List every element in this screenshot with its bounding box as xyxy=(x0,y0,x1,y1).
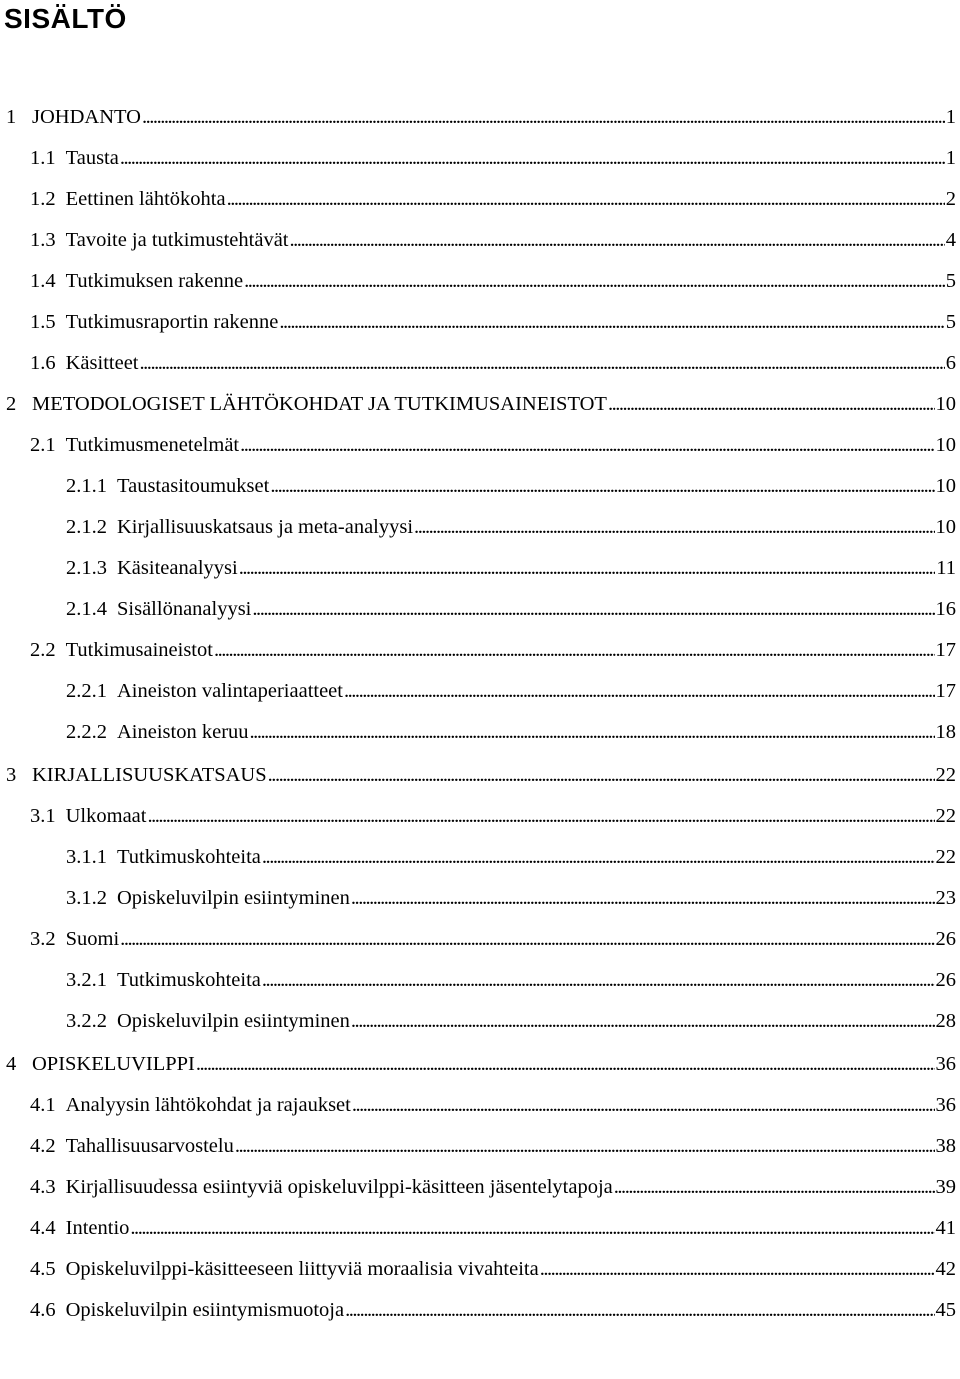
toc-entry[interactable] xyxy=(66,843,956,871)
toc-entry-page-number: 22 xyxy=(935,764,956,786)
toc-entry-page-number: 18 xyxy=(935,721,956,743)
dot-leader xyxy=(240,431,934,459)
toc-entry-title: Kirjallisuuskatsaus ja meta-analyysi xyxy=(117,516,414,538)
toc-entry-title: Aineiston valintaperiaatteet xyxy=(117,680,343,702)
toc-entry-title: JOHDANTO xyxy=(32,106,141,128)
toc-entry-number: 2.2.1 xyxy=(66,680,107,702)
toc-entry[interactable] xyxy=(30,431,956,459)
toc-entry-page-number: 4 xyxy=(945,229,956,251)
toc-entry-title: Tutkimuksen rakenne xyxy=(65,270,244,292)
toc-entry-number: 1 xyxy=(6,106,17,128)
dot-leader xyxy=(196,1050,935,1078)
toc-entry-title: Opiskeluvilpin esiintyminen xyxy=(117,887,350,909)
dot-leader xyxy=(352,1091,935,1119)
toc-entry-title: Analyysin lähtökohdat ja rajaukset xyxy=(65,1094,351,1116)
toc-entry-title: METODOLOGISET LÄHTÖKOHDAT JA TUTKIMUSAINEISTOT xyxy=(32,393,607,415)
toc-entry-page-number: 45 xyxy=(935,1299,956,1321)
dot-leader xyxy=(344,677,935,705)
dot-leader xyxy=(614,1173,935,1201)
toc-entry[interactable] xyxy=(30,349,956,377)
dot-leader xyxy=(120,925,934,953)
toc-entry[interactable] xyxy=(6,761,956,789)
toc-entry[interactable] xyxy=(66,884,956,912)
toc-entry-page-number: 1 xyxy=(945,147,956,169)
toc-entry-number: 2 xyxy=(6,393,17,415)
toc-entry-number: 2.2.2 xyxy=(66,721,107,743)
toc-entry-number: 4.6 xyxy=(30,1299,56,1321)
toc-entry-title: Aineiston keruu xyxy=(117,721,249,743)
toc-entry-number: 2.2 xyxy=(30,639,56,661)
dot-leader xyxy=(414,513,934,541)
dot-leader xyxy=(351,884,935,912)
toc-entry-page-number: 22 xyxy=(935,805,956,827)
toc-entry-number: 4.4 xyxy=(30,1217,56,1239)
dot-leader xyxy=(279,308,944,336)
dot-leader xyxy=(290,226,945,254)
toc-entry-number: 4.5 xyxy=(30,1258,56,1280)
toc-entry[interactable] xyxy=(30,308,956,336)
toc-entry-page-number: 39 xyxy=(935,1176,956,1198)
toc-entry-page-number: 5 xyxy=(945,270,956,292)
toc-entry-page-number: 17 xyxy=(935,639,956,661)
toc-entry-number: 1.6 xyxy=(30,352,56,374)
toc-entry-title: Tutkimusaineistot xyxy=(65,639,213,661)
toc-entry-number: 4.2 xyxy=(30,1135,56,1157)
dot-leader xyxy=(244,267,945,295)
toc-entry-page-number: 10 xyxy=(935,393,956,415)
toc-entry-number: 2.1 xyxy=(30,434,56,456)
toc-entry[interactable] xyxy=(66,472,956,500)
toc-entry-page-number: 1 xyxy=(945,106,956,128)
dot-leader xyxy=(214,636,935,664)
toc-entry[interactable] xyxy=(66,966,956,994)
toc-entry-number: 2.1.3 xyxy=(66,557,107,579)
toc-entry-title: Tutkimuskohteita xyxy=(117,846,261,868)
toc-entry-title: OPISKELUVILPPI xyxy=(32,1053,195,1075)
toc-entry-title: Opiskeluvilpin esiintyminen xyxy=(117,1010,350,1032)
toc-entry[interactable] xyxy=(30,802,956,830)
toc-entry-page-number: 36 xyxy=(935,1094,956,1116)
toc-entry-number: 1.2 xyxy=(30,188,56,210)
toc-entry-title: Tutkimusraportin rakenne xyxy=(65,311,279,333)
toc-entry-number: 3.2 xyxy=(30,928,56,950)
toc-entry[interactable] xyxy=(66,554,956,582)
toc-entry-page-number: 17 xyxy=(935,680,956,702)
toc-entry[interactable] xyxy=(66,595,956,623)
dot-leader xyxy=(345,1296,934,1324)
toc-entry-title: Opiskeluvilppi-käsitteeseen liittyviä moraalisia vivahteita xyxy=(65,1258,539,1280)
toc-entry-number: 3 xyxy=(6,764,17,786)
dot-leader xyxy=(262,843,935,871)
toc-entry-title: Taustasitoumukset xyxy=(117,475,270,497)
toc-entry[interactable] xyxy=(30,144,956,172)
toc-entry-page-number: 38 xyxy=(935,1135,956,1157)
toc-entry[interactable] xyxy=(6,1050,956,1078)
dot-leader xyxy=(239,554,936,582)
toc-entry-title: Suomi xyxy=(65,928,120,950)
toc-entry-title: Tahallisuusarvostelu xyxy=(65,1135,234,1157)
toc-entry-number: 3.2.1 xyxy=(66,969,107,991)
dot-leader xyxy=(252,595,934,623)
dot-leader xyxy=(140,349,945,377)
toc-entry-title: Sisällönanalyysi xyxy=(117,598,252,620)
toc-entry-title: Kirjallisuudessa esiintyviä opiskeluvilppi-käsitteen jäsentelytapoja xyxy=(65,1176,613,1198)
page-title: SISÄLTÖ xyxy=(4,3,127,34)
toc-entry-page-number: 28 xyxy=(935,1010,956,1032)
dot-leader xyxy=(268,761,935,789)
toc-entry-number: 4 xyxy=(6,1053,17,1075)
toc-entry[interactable] xyxy=(30,1296,956,1324)
dot-leader xyxy=(351,1007,935,1035)
dot-leader xyxy=(130,1214,934,1242)
toc-entry[interactable] xyxy=(30,1255,956,1283)
toc-entry-number: 2.1.1 xyxy=(66,475,107,497)
dot-leader xyxy=(142,103,945,131)
toc-entry-title: Opiskeluvilpin esiintymismuotoja xyxy=(65,1299,345,1321)
toc-entry-title: Käsiteanalyysi xyxy=(117,557,238,579)
toc-entry-number: 4.1 xyxy=(30,1094,56,1116)
toc-entry-page-number: 22 xyxy=(935,846,956,868)
toc-entry[interactable] xyxy=(66,677,956,705)
toc-entry-number: 3.1 xyxy=(30,805,56,827)
dot-leader xyxy=(250,718,935,746)
toc-entry[interactable] xyxy=(30,226,956,254)
dot-leader xyxy=(608,390,935,418)
toc-entry-number: 2.1.4 xyxy=(66,598,107,620)
toc-entry-page-number: 16 xyxy=(935,598,956,620)
toc-entry[interactable] xyxy=(30,1091,956,1119)
dot-leader xyxy=(147,802,934,830)
toc-entry-page-number: 23 xyxy=(935,887,956,909)
toc-entry-number: 2.1.2 xyxy=(66,516,107,538)
toc-entry-number: 1.3 xyxy=(30,229,56,251)
toc-entry[interactable] xyxy=(66,513,956,541)
toc-entry-title: Tavoite ja tutkimustehtävät xyxy=(65,229,289,251)
toc-entry-page-number: 6 xyxy=(945,352,956,374)
toc-entry[interactable] xyxy=(30,636,956,664)
toc-entry-page-number: 5 xyxy=(945,311,956,333)
toc-entry-number: 1.1 xyxy=(30,147,56,169)
toc-entry-page-number: 26 xyxy=(935,928,956,950)
toc-entry[interactable] xyxy=(30,925,956,953)
toc-entry-title: Intentio xyxy=(65,1217,130,1239)
toc-entry-page-number: 10 xyxy=(935,516,956,538)
dot-leader xyxy=(540,1255,935,1283)
toc-entry-page-number: 10 xyxy=(935,434,956,456)
toc-entry-title: Tutkimusmenetelmät xyxy=(65,434,240,456)
toc-entry[interactable] xyxy=(30,1173,956,1201)
toc-entry-number: 1.4 xyxy=(30,270,56,292)
toc-entry[interactable] xyxy=(66,1007,956,1035)
toc-entry-title: Käsitteet xyxy=(65,352,139,374)
toc-entry-page-number: 36 xyxy=(935,1053,956,1075)
dot-leader xyxy=(262,966,935,994)
dot-leader xyxy=(120,144,945,172)
toc-entry-page-number: 26 xyxy=(935,969,956,991)
toc-entry[interactable] xyxy=(30,267,956,295)
toc-entry-page-number: 42 xyxy=(935,1258,956,1280)
dot-leader xyxy=(227,185,945,213)
toc-entry[interactable] xyxy=(30,1132,956,1160)
dot-leader xyxy=(235,1132,935,1160)
toc-entry-page-number: 10 xyxy=(935,475,956,497)
toc-entry[interactable] xyxy=(66,718,956,746)
toc-entry-title: Eettinen lähtökohta xyxy=(65,188,226,210)
toc-entry-title: Tutkimuskohteita xyxy=(117,969,261,991)
toc-entry[interactable] xyxy=(30,185,956,213)
toc-entry[interactable] xyxy=(30,1214,956,1242)
toc-entry-page-number: 11 xyxy=(936,557,956,579)
toc-entry-number: 4.3 xyxy=(30,1176,56,1198)
toc-entry-number: 1.5 xyxy=(30,311,56,333)
toc-entry-title: KIRJALLISUUSKATSAUS xyxy=(32,764,267,786)
toc-entry[interactable] xyxy=(6,390,956,418)
toc-entry-page-number: 2 xyxy=(945,188,956,210)
toc-entry[interactable] xyxy=(6,103,956,131)
toc-entry-number: 3.2.2 xyxy=(66,1010,107,1032)
toc-entry-page-number: 41 xyxy=(935,1217,956,1239)
toc-entry-title: Ulkomaat xyxy=(65,805,147,827)
toc-entry-number: 3.1.2 xyxy=(66,887,107,909)
toc-entry-number: 3.1.1 xyxy=(66,846,107,868)
toc-entry-title: Tausta xyxy=(65,147,119,169)
dot-leader xyxy=(270,472,934,500)
